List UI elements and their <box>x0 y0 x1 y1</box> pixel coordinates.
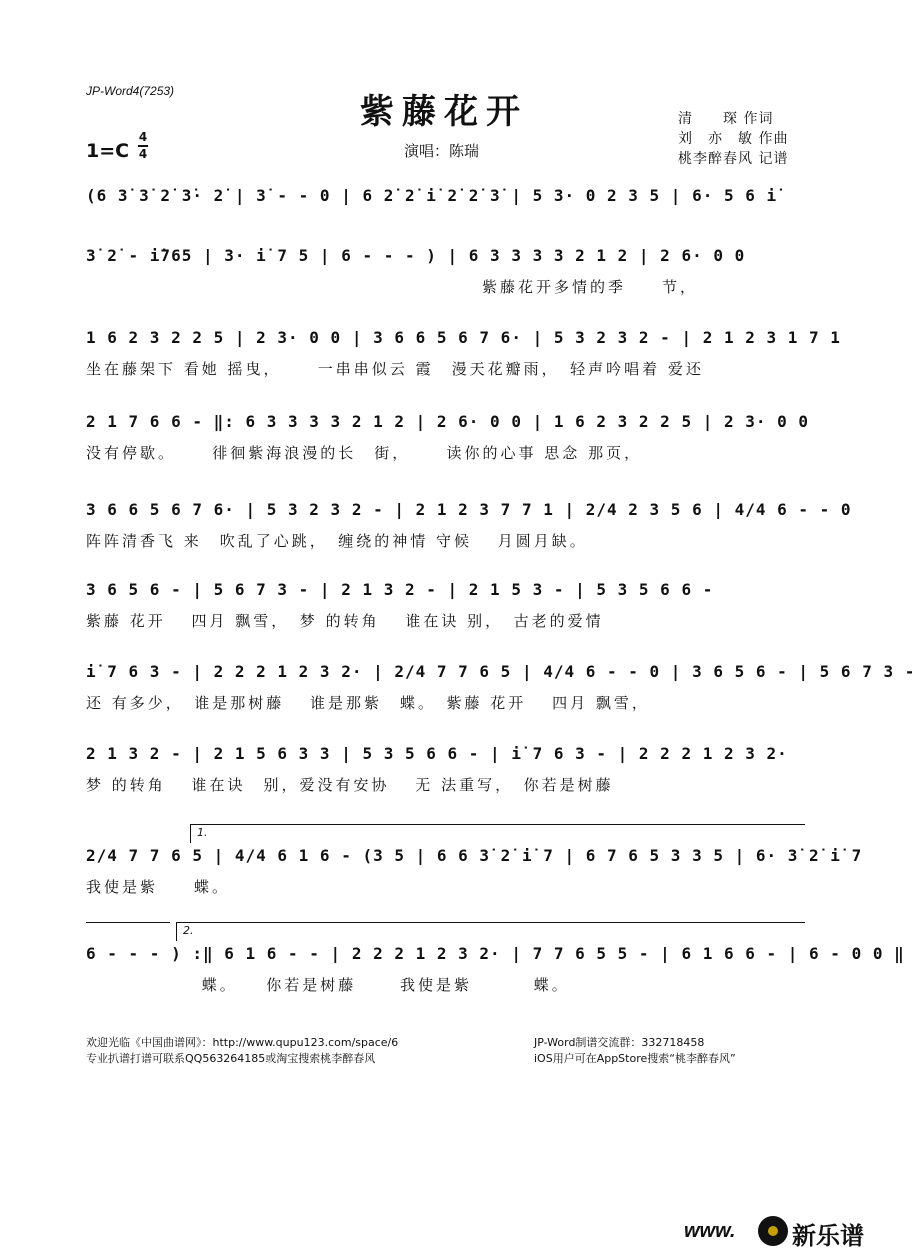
notation-line: 3̇ 2̇ - i̇765 | 3· i̇ 7 5 | 6 - - - ) | 6 3 3 3 3 2 1 2 | 2 6· 0 0 <box>86 246 746 265</box>
meter-bottom: 4 <box>138 147 148 161</box>
staff-system-6 <box>86 580 806 640</box>
footer-contact: 专业扒谱打谱可联系QQ563264185或淘宝搜索桃李醉春风 <box>86 1052 376 1065</box>
lyric-line: 还 有多少， 谁是那树藤 谁是那紫 蝶。 紫藤 花开 四月 飘雪， <box>86 694 650 712</box>
footer-group: JP-Word制谱交流群：332718458 <box>534 1036 705 1049</box>
lyricist-credit: 清 琛 作词 <box>678 111 774 127</box>
volta-second-ending <box>176 922 805 941</box>
lyric-line: 蝶。 你若是树藤 我使是紫 蝶。 <box>86 976 570 994</box>
lyric-line: 紫藤 花开 四月 飘雪， 梦 的转角 谁在诀 别， 古老的爱情 <box>86 612 604 630</box>
notation-line: 1 6 2 3 2 2 5 | 2 3· 0 0 | 3 6 6 5 6 7 6· | 5 3 2 3 2 - | 2 1 2 3 1 7 1 <box>86 328 841 347</box>
notation-line: 3 6 6 5 6 7 6· | 5 3 2 3 2 - | 2 1 2 3 7 7 1 | 2/4 2 3 5 6 | 4/4 6 - - 0 <box>86 500 852 519</box>
notation-line: 3 6 5 6 - | 5 6 7 3 - | 2 1 3 2 - | 2 1 5 3 - | 5 3 5 6 6 - <box>86 580 714 599</box>
lyric-line: 我使是紫 蝶。 <box>86 878 231 896</box>
notation-line: 2 1 3 2 - | 2 1 5 6 3 3 | 5 3 5 6 6 - | i̇ 7 6 3 - | 2 2 2 1 2 3 2· <box>86 744 788 763</box>
staff-system-3 <box>86 328 841 388</box>
notation-line: 6 - - - ) :‖ 6 1 6 - - | 2 2 2 1 2 3 2· | 7 7 6 5 5 - | 6 1 6 6 - | 6 - 0 0 ‖ <box>86 944 905 963</box>
site-logo <box>684 1212 884 1252</box>
composer-credit: 刘 亦 敏 作曲 <box>678 131 789 147</box>
notation-line: (6 3̇ 3̇ 2̇ 3̇· 2̇ | 3̇ - - 0 | 6 2̇ 2̇ i̇ 2̇ 2̇ 3̇ | 5 3· 0 2 3 5 | 6· 5 6 i̇ <box>86 186 778 205</box>
transcriber-credit: 桃李醉春风 记谱 <box>678 151 789 167</box>
notation-line: 2 1 7 6 6 - ‖: 6 3 3 3 3 2 1 2 | 2 6· 0 0 | 1 6 2 3 2 2 5 | 2 3· 0 0 <box>86 412 810 431</box>
staff-system-7 <box>86 662 915 722</box>
staff-system-2 <box>86 246 806 306</box>
volta-number: 1. <box>197 826 208 839</box>
volta-first-ending <box>190 824 805 843</box>
logo-url-text: www. <box>684 1220 736 1242</box>
volta-continuation-line <box>86 922 170 923</box>
staff-system-1 <box>86 186 806 246</box>
volta-number: 2. <box>183 924 194 937</box>
lyric-line: 梦 的转角 谁在诀 别，爱没有安协 无 法重写， 你若是树藤 <box>86 776 614 794</box>
time-signature <box>138 131 148 161</box>
staff-system-8 <box>86 744 806 804</box>
meter-top: 4 <box>138 130 148 144</box>
notation-line: 2/4 7 7 6 5 | 4/4 6 1 6 - (3 5 | 6 6 3̇ 2̇ i̇ 7 | 6 7 6 5 3 3 5 | 6· 3̇ 2̇ i̇ 7 <box>86 846 863 865</box>
lyric-line: 没有停歇。 徘徊紫海浪漫的长 街， 读你的心事 思念 那页， <box>86 444 643 462</box>
notation-line: i̇ 7 6 3 - | 2 2 2 1 2 3 2· | 2/4 7 7 6 5 | 4/4 6 - - 0 | 3 6 5 6 - | 5 6 7 3 - <box>86 662 915 681</box>
footer-ios: iOS用户可在AppStore搜索“桃李醉春风” <box>534 1052 736 1065</box>
key-signature: 1=C <box>86 140 130 162</box>
record-disc-icon <box>758 1216 788 1246</box>
staff-system-10 <box>86 944 905 1004</box>
staff-system-5 <box>86 500 852 560</box>
lyric-line: 紫藤花开多情的季 节， <box>86 278 699 296</box>
logo-brand: 新乐谱 <box>792 1222 864 1250</box>
lyric-line: 阵阵清香飞 来 吹乱了心跳， 缠绕的神情 守候 月圆月缺。 <box>86 532 588 550</box>
singer-label: 演唱：陈瑞 <box>404 142 480 160</box>
lyric-line: 坐在藤架下 看她 摇曳， 一串串似云 霞 漫天花瓣雨， 轻声吟唱着 爱还 <box>86 360 704 378</box>
staff-system-4 <box>86 412 810 472</box>
software-label: JP-Word4(7253) <box>86 84 175 98</box>
song-title: 紫藤花开 <box>360 92 528 132</box>
staff-system-9 <box>86 846 863 906</box>
footer-welcome: 欢迎光临《中国曲谱网》：http://www.qupu123.com/space/6 <box>86 1036 399 1049</box>
